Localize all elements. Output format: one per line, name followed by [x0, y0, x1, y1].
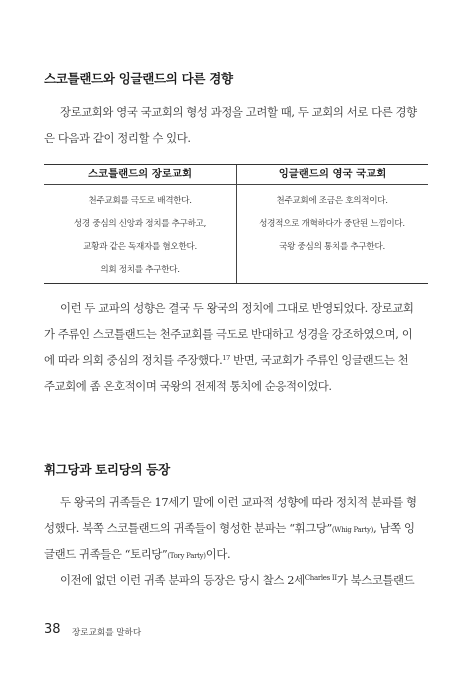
- paragraph-line: 주교회에 좀 온호적이며 국왕의 전제적 통치에 순응적이었다.: [44, 379, 332, 393]
- paragraph-line: 이전에 없던 이런 귀족 분파의 등장은 당시 찰스 2세$^{Charles II}$가 북스코틀랜드: [60, 573, 415, 587]
- table-cell: 교황과 같은 독재자를 혐오한다.: [83, 242, 197, 252]
- paragraph-line: 에 따라 의회 중심의 정치를 주장했다.$^{17}$ 반면, 국교회가 주류인 잉글랜드는 천: [44, 353, 409, 367]
- table-cell: 성경 중심의 신앙과 정치를 추구하고,: [73, 219, 207, 229]
- section-heading: 휘그당과 토리당의 등장: [44, 462, 170, 477]
- paragraph-line: 장로교회와 영국 국교회의 형성 과정을 고려할 때, 두 교회의 서로 다른 경향: [60, 105, 417, 119]
- section-heading: 스코틀랜드와 잉글랜드의 다른 경향: [44, 71, 233, 86]
- footnote-marker: 17: [222, 354, 230, 362]
- page-number: 38: [44, 622, 61, 637]
- paragraph-line: 이런 두 교파의 성향은 결국 두 왕국의 정치에 그대로 반영되었다. 장로교회: [60, 301, 414, 315]
- table-cell: 성경적으로 개혁하다가 중단된 느낌이다.: [259, 219, 405, 229]
- paragraph-line: 글랜드 귀족들은 “토리당”(Tory Party)이다.: [44, 547, 231, 561]
- table-cell: 국왕 중심의 통치를 추구한다.: [279, 242, 385, 252]
- comparison-table: [44, 164, 428, 284]
- paragraph-line: 은 다음과 같이 정리할 수 있다.: [44, 131, 191, 145]
- table-cell: 천주교회를 극도로 배격한다.: [88, 196, 192, 206]
- table-header-anglican: 잉글랜드의 영국 국교회: [278, 168, 387, 180]
- running-title: 장로교회를 말하다: [72, 628, 142, 638]
- table-header-presbyterian: 스코틀랜드의 장로교회: [88, 168, 192, 180]
- paragraph-line: 성했다. 북쪽 스코틀랜드의 귀족들이 형성한 분파는 “휘그당”(Whig Party), 남쪽 잉: [44, 521, 415, 535]
- table-cell: 의회 정치를 추구한다.: [100, 265, 180, 275]
- paragraph-line: 가 주류인 스코틀랜드는 천주교회를 극도로 반대하고 성경을 강조하였으며, 이: [44, 327, 413, 341]
- table-cell: 천주교회에 조금은 호의적이다.: [276, 196, 388, 206]
- paragraph-line: 두 왕국의 귀족들은 17세기 말에 이런 교파적 성향에 따라 정치적 분파를 형: [60, 495, 417, 509]
